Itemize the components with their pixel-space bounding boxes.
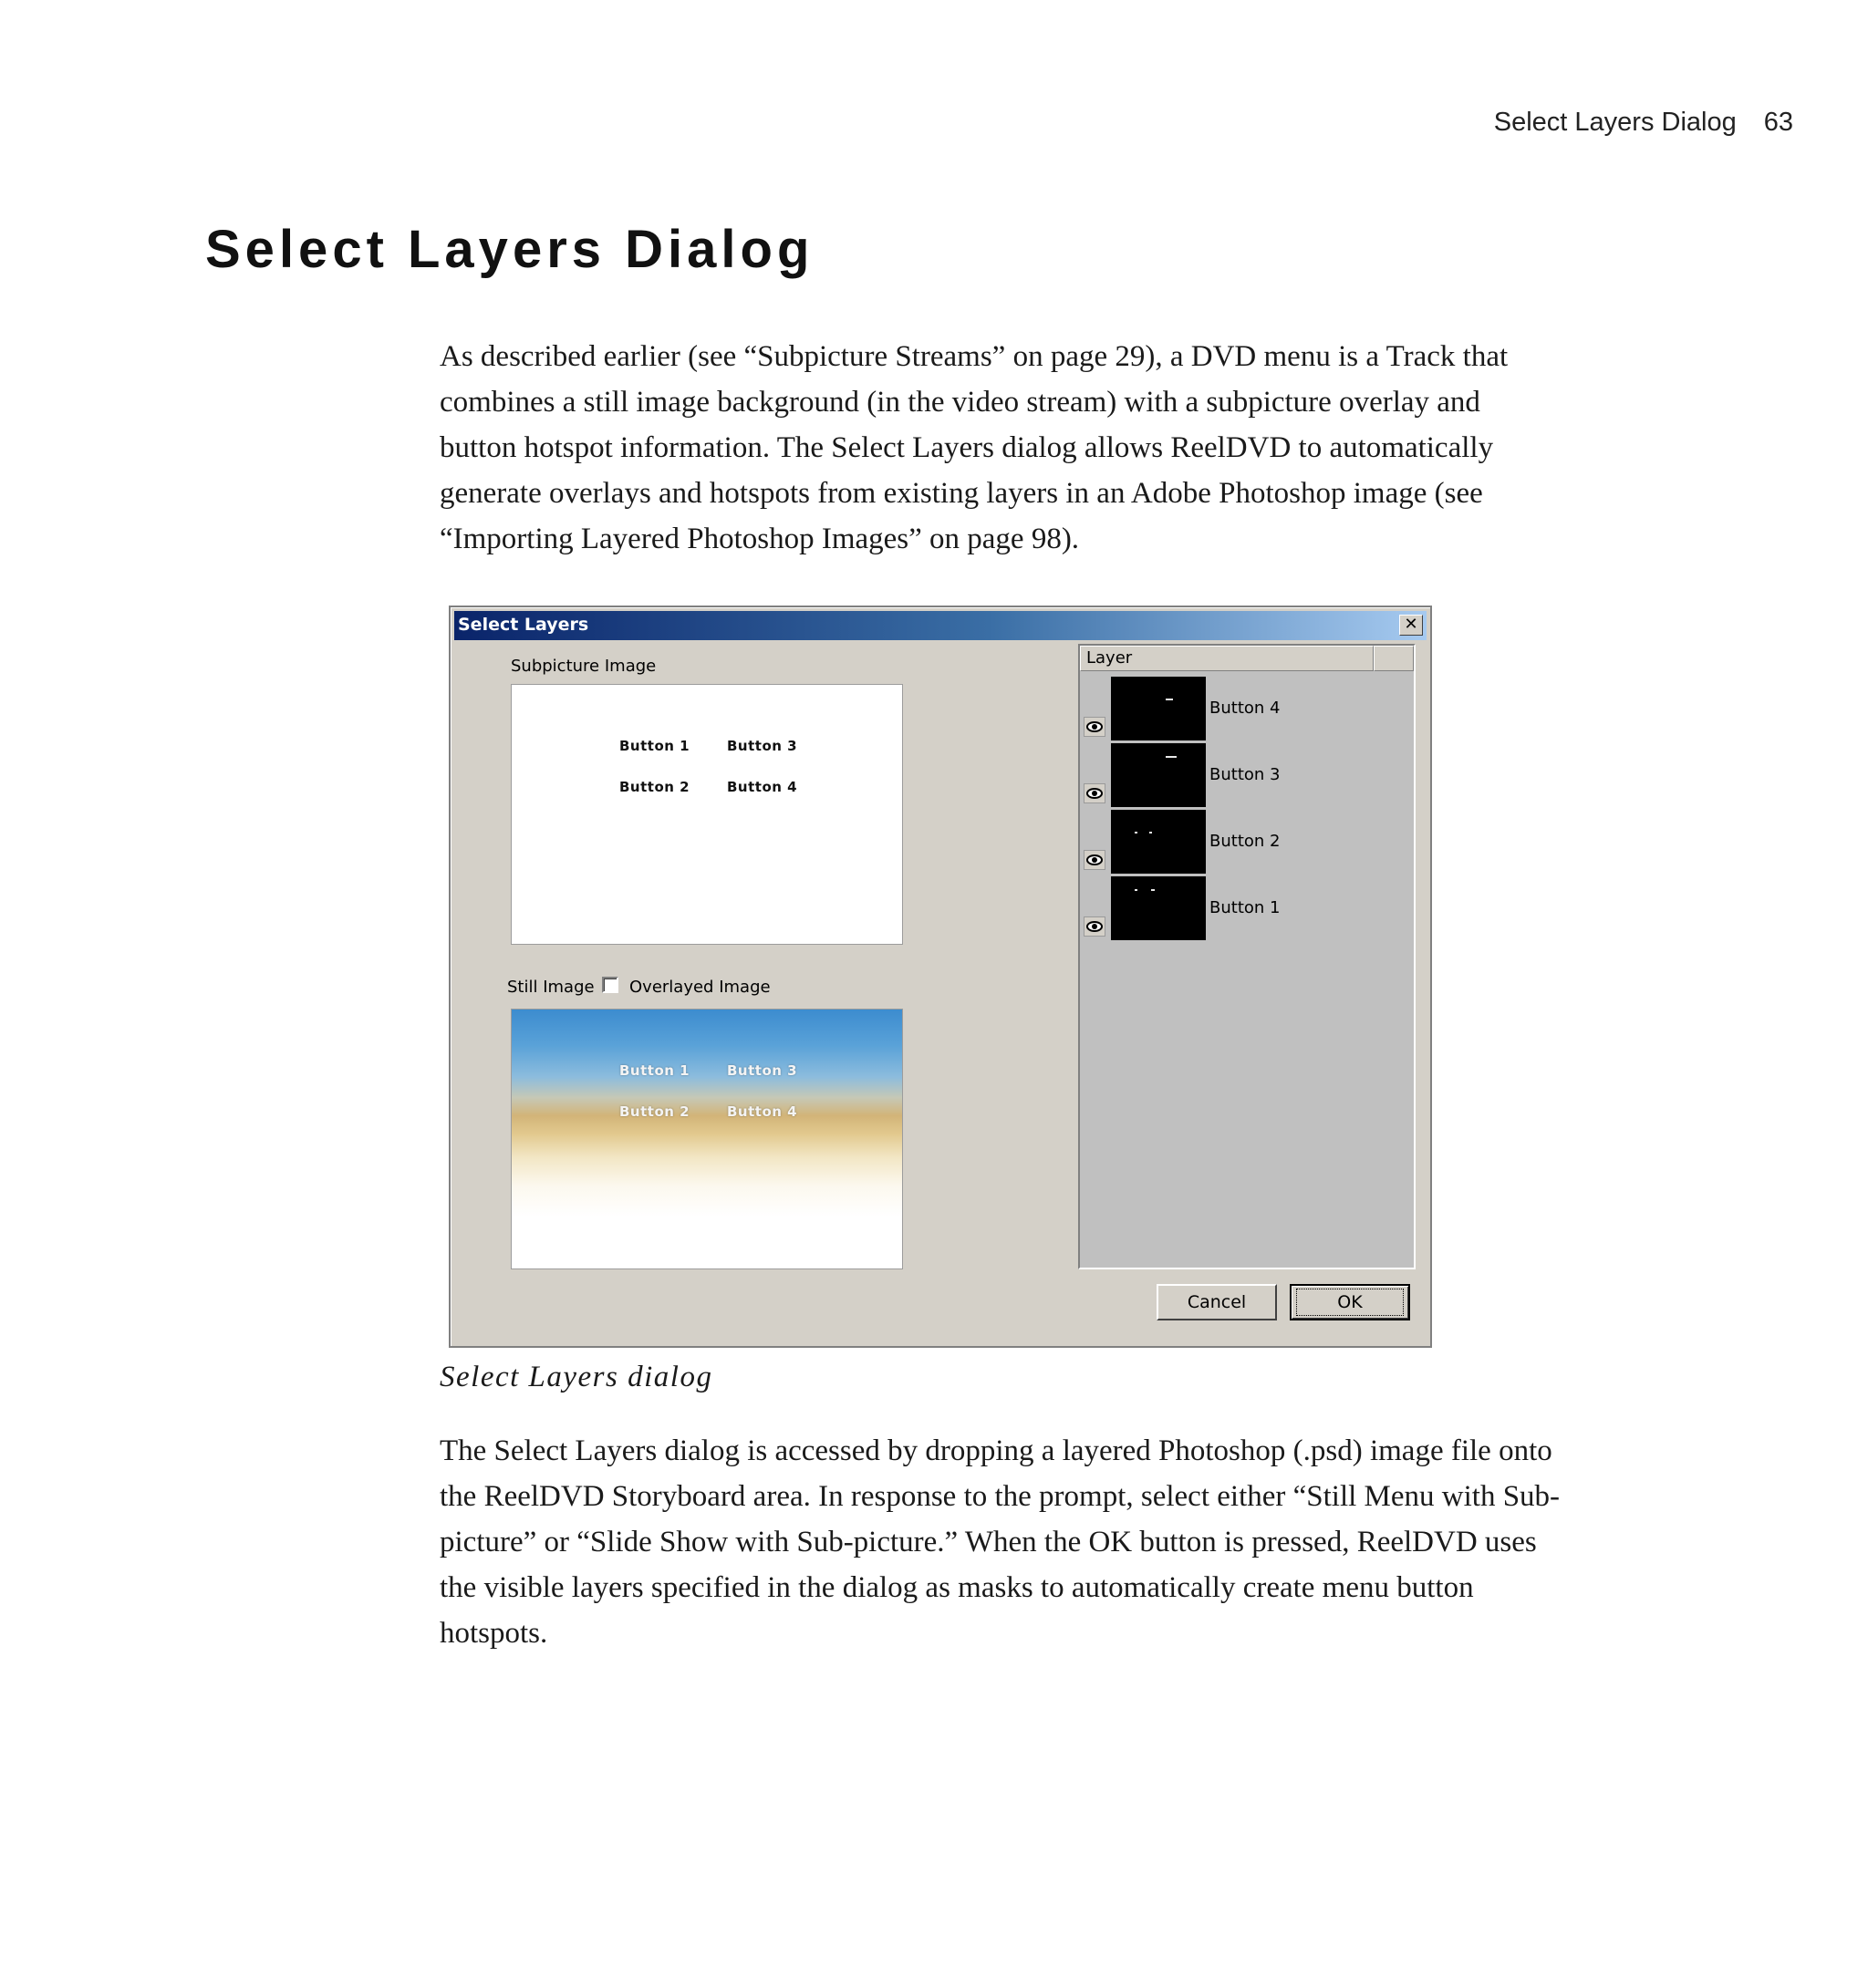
layer-thumbnail — [1111, 677, 1206, 740]
layer-name: Button 3 — [1209, 765, 1281, 784]
overlay-label: Overlayed Image — [629, 978, 771, 997]
eye-icon[interactable] — [1084, 850, 1105, 870]
preview-button-3: Button 3 — [727, 738, 798, 754]
cancel-button[interactable]: Cancel — [1157, 1284, 1277, 1320]
figure-caption: Select Layers dialog — [440, 1361, 713, 1393]
body-line: picture” or “Slide Show with Sub-picture.” When the OK button is pressed, ReelDVD uses — [440, 1526, 1537, 1558]
dialog-title: Select Layers — [458, 615, 589, 635]
still-image-preview — [511, 1009, 903, 1269]
ok-button[interactable] — [1290, 1284, 1410, 1320]
intro-line: “Importing Layered Photoshop Images” on page 98). — [440, 523, 1080, 555]
subpicture-preview — [511, 684, 903, 945]
preview-button-2: Button 2 — [619, 779, 690, 795]
overlay-checkbox[interactable] — [602, 977, 618, 993]
running-head-title: Select Layers Dialog — [1493, 108, 1737, 137]
layer-thumbnail — [1111, 810, 1206, 874]
layer-thumbnail — [1111, 743, 1206, 807]
layer-row-button-3[interactable] — [1080, 743, 1408, 807]
intro-line: generate overlays and hotspots from existing layers in an Adobe Photoshop image (see — [440, 477, 1483, 510]
intro-paragraph — [440, 334, 1735, 562]
layer-row-button-2[interactable] — [1080, 810, 1408, 874]
select-layers-dialog — [449, 606, 1432, 1348]
body-paragraph — [440, 1428, 1735, 1656]
layer-name: Button 1 — [1209, 898, 1281, 917]
body-line: the visible layers specified in the dialog as masks to automatically create menu button — [440, 1571, 1474, 1604]
layer-row-button-4[interactable] — [1080, 677, 1408, 740]
layer-thumbnail — [1111, 876, 1206, 940]
running-head — [1494, 108, 1793, 138]
eye-icon[interactable] — [1084, 916, 1105, 937]
subpicture-label: Subpicture Image — [511, 657, 657, 676]
layer-name: Button 2 — [1209, 832, 1281, 851]
layer-name: Button 4 — [1209, 699, 1281, 718]
still-image-label: Still Image — [507, 978, 595, 997]
still-button-3: Button 3 — [727, 1062, 798, 1079]
eye-icon[interactable] — [1084, 717, 1105, 737]
layer-header-spacer — [1374, 646, 1414, 671]
still-button-1: Button 1 — [619, 1062, 690, 1079]
body-line: hotspots. — [440, 1617, 548, 1650]
preview-button-4: Button 4 — [727, 779, 798, 795]
intro-line: button hotspot information. The Select Layers dialog allows ReelDVD to automatically — [440, 431, 1494, 464]
page-number: 63 — [1763, 108, 1793, 137]
ok-button-label: OK — [1299, 1291, 1401, 1313]
layer-column-header[interactable]: Layer — [1080, 646, 1374, 671]
close-icon: ✕ — [1404, 615, 1418, 634]
body-line: the ReelDVD Storyboard area. In response to the prompt, select either “Still Menu with Sub- — [440, 1480, 1561, 1513]
body-line: The Select Layers dialog is accessed by dropping a layered Photoshop (.psd) image file onto — [440, 1434, 1552, 1467]
still-button-2: Button 2 — [619, 1103, 690, 1120]
intro-line: As described earlier (see “Subpicture Streams” on page 29), a DVD menu is a Track that — [440, 340, 1509, 373]
layer-row-button-1[interactable] — [1080, 876, 1408, 940]
intro-line: combines a still image background (in the video stream) with a subpicture overlay and — [440, 386, 1480, 419]
preview-button-1: Button 1 — [619, 738, 690, 754]
still-button-4: Button 4 — [727, 1103, 798, 1120]
dialog-titlebar[interactable] — [454, 611, 1427, 640]
close-button[interactable] — [1399, 615, 1423, 636]
eye-icon[interactable] — [1084, 783, 1105, 803]
layer-list — [1078, 644, 1416, 1269]
section-heading: Select Layers Dialog — [205, 220, 815, 279]
